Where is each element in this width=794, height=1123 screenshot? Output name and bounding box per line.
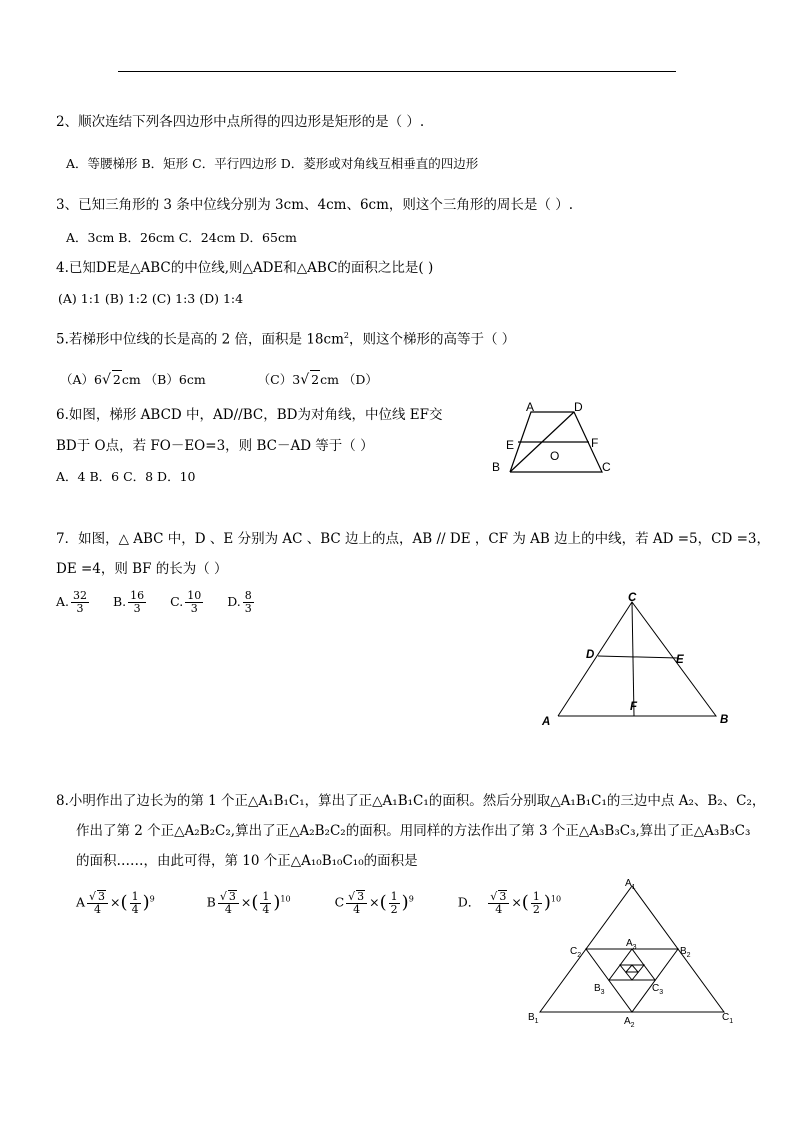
q8-line2: 作出了第 2 个正△A₂B₂C₂,算出了正△A₂B₂C₂的面积。用同样的方法作出了第 3 个正△A₃B₃C₃,算出了正△A₃B₃C₃	[76, 823, 751, 839]
q6-label-a: A	[526, 400, 535, 414]
q7-triangle-figure	[536, 588, 736, 728]
q8-label-c2: $C_2$	[570, 946, 582, 959]
q6-label-d: D	[574, 400, 583, 414]
q8-nested-triangles-figure	[522, 874, 772, 1034]
q8-label-a2: $A_2$	[624, 1016, 635, 1029]
q8-line1: 8.小明作出了边长为的第 1 个正△A₁B₁C₁，算出了正△A₁B₁C₁的面积。然后分别取△A₁B₁C₁的三边中点 A₂、B₂、C₂，	[56, 793, 766, 809]
q8-label-c1: $C_1$	[722, 1012, 734, 1025]
q7-label-c: C	[628, 592, 637, 604]
q6-line2: BD于 O点，若 FO－EO=3，则 BC－AD 等于（ ）	[56, 438, 374, 454]
q6-label-o: O	[550, 449, 560, 463]
q8-label-c3: $C_3$	[652, 983, 664, 996]
q7-options: A. $\frac{32}{3}$ B. $\frac{16}{3}$ C. $\frac{10}{3}$ D. $\frac{8}{3}$	[56, 589, 252, 615]
q6-label-c: C	[602, 460, 611, 474]
q8-label-a3: $A_3$	[626, 938, 637, 951]
q7-label-e: E	[676, 654, 684, 666]
q8-label-b3: $B_3$	[594, 983, 605, 996]
q5-options: （A）6√ 2cm （B）6cm （C）3√ 2cm （D）	[60, 372, 378, 388]
q8-label-b2: $B_2$	[680, 946, 691, 959]
q4-stem: 4.已知DE是△ABC的中位线,则△ADE和△ABC的面积之比是( )	[56, 260, 434, 276]
q6-label-e: E	[506, 438, 515, 452]
q8-options: A $\frac{√ 3}{4}$ ×( $\frac{1}{4}$ )$^9$ B $\frac{√ 3}{4}$ ×( $\frac{1}{4}$ )$^{10}$ C $\frac{√ 3}{4}$ ×( $\frac{1}{2}$ )$^9$ D． $\frac{√ 3}{4}$ ×( $\frac{1}{2}$ )$^{10}$	[76, 889, 562, 916]
q6-label-f: F	[591, 436, 599, 450]
q7-label-a: A	[542, 716, 551, 728]
q6-trapezoid-figure	[486, 398, 616, 480]
q3-options: A．3cm B．26cm C．24cm D．65cm	[66, 230, 297, 245]
q8-label-a1: $A_1$	[625, 878, 636, 891]
q6-line1: 6.如图，梯形 ABCD 中，AD//BC，BD为对角线，中位线 EF交	[56, 407, 443, 423]
q7-label-b: B	[720, 714, 729, 726]
q6-label-b: B	[492, 460, 501, 474]
q7-label-d: D	[586, 649, 595, 661]
q6-options: A．4 B．6 C．8 D．10	[56, 469, 196, 484]
q2-stem: 2、顺次连结下列各四边形中点所得的四边形是矩形的是（ ）.	[56, 114, 425, 130]
q7-line1: 7．如图，△ ABC 中，D 、E 分别为 AC 、BC 边上的点，AB // DE ，CF 为 AB 边上的中线，若 AD =5，CD =3，	[56, 531, 770, 547]
q7-label-f: F	[630, 701, 638, 713]
header-rule	[118, 71, 676, 72]
q2-options: A．等腰梯形 B．矩形 C．平行四边形 D．菱形或对角线互相垂直的四边形	[66, 156, 479, 171]
q4-options: (A) 1:1 (B) 1:2 (C) 1:3 (D) 1:4	[58, 291, 244, 306]
q8-line3: 的面积……，由此可得，第 10 个正△A₁₀B₁₀C₁₀的面积是	[76, 853, 418, 869]
q3-stem: 3、已知三角形的 3 条中位线分别为 3cm、4cm、6cm，则这个三角形的周长是（ ）.	[56, 197, 573, 213]
q5-stem: 5.若梯形中位线的长是高的 2 倍，面积是 $18cm^2$，则这个梯形的高等于（ ）	[56, 331, 516, 348]
q8-label-b1: $B_1$	[528, 1012, 539, 1025]
q7-line2: DE =4，则 BF 的长为（ ）	[56, 561, 228, 577]
